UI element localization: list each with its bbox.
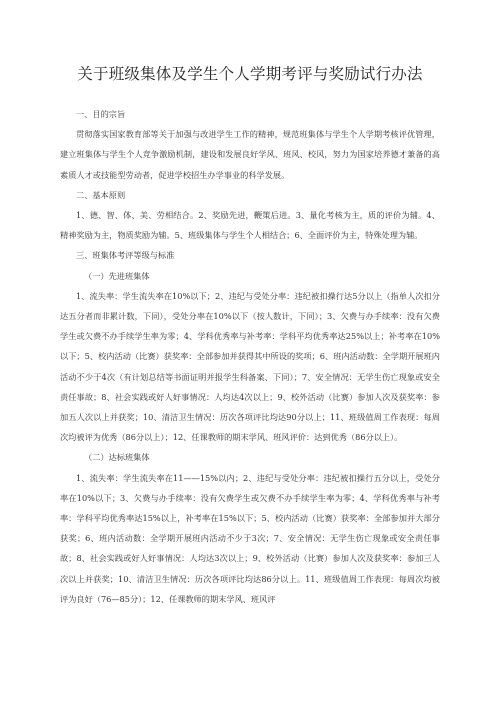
paragraph-qualified-class: 1、流失率：学生流失率在11——15%以内；2、违纪与受处分率：违纪被扣操行五分以上，受处分率在10%以下；3、欠费与办手续率：没有欠费学生或欠费不办手续学生率为零；4、学科优秀率与补考率：学科平均优秀率达15%以上，补考率在15%以下；5、校内活动（比赛）获奖率：全部参加并大部分获奖；6、班内活动数：全学期开展班内活动不少于3次；7、安全情况：无学生伤亡现象或安全责任事故；8、社会实践或好人好事情况：人均达3次以上；9、校外活动（比赛）参加人次及获奖率：参加三人次以上并获奖；10、清洁卫生情况：历次各项评比均达86分以上。11、班级值周工作表现：每周次均被评为良好（76—85分）；12、任课教师的期末学风、班风评: [60, 472, 440, 604]
document-body: [60, 104, 440, 609]
document-title: 关于班级集体及学生个人学期考评与奖励试行办法: [77, 65, 423, 83]
subsection-heading-advanced-class: （一）先进班集体: [84, 270, 150, 281]
paragraph-advanced-class: 1、流失率：学生流失率在10%以下；2、违纪与受处分率：违纪被扣操行达5分以上（指单人次扣分达五分者而非累计数，下同），受处分率在10%以下（按人数计，下同）；3、欠费与办手续率：没有欠费学生或欠费不办手续学生率为零；4、学科优秀率与补考率：学科平均优秀率达25%以上；补考率在10%以下；5、校内活动（比赛）获奖率：全部参加并获得其中所设的奖项；6、班内活动数：全学期开展班内活动不少于4次（有计划总结等书面证明并报学生科备案、下同）；7、安全情况：无学生伤亡现象或安全责任事故；8、社会实践或好人好事情况：人均达4次以上；9、校外活动（比赛）参加人次及获奖率：参加五人次以上并获奖；10、清洁卫生情况：历次各项评比均达90分以上；11、班级值周工作表现：每周次均被评为优秀（86分以上）；12、任课教师的期末学风、班风评价：达到优秀（86分以上）。: [60, 290, 440, 443]
section-heading-principles: 二、基本原则: [76, 189, 126, 200]
paragraph-purpose: 贯彻落实国家教育部等关于加强与改进学生工作的精神，规范班集体与学生个人学期考核评优管理，建立班集体与学生个人竞争激励机制，建设和发展良好学风、班风、校风，努力为国家培养德才兼备的高素质人才或技能型劳动者，促进学校招生办学事业的科学发展。: [60, 129, 440, 180]
section-heading-standards: 三、班集体考评等级与标准: [76, 250, 175, 261]
section-heading-purpose: 一、目的宗旨: [76, 109, 126, 119]
paragraph-principles: 1、德、智、体、美、劳相结合。2、奖励先进，鞭策后进。3、量化考核为主，质的评价为辅。4、精神奖励为主，物质奖励为辅。5、班级集体与学生个人相结合；6、全面评价为主，特殊处理为辅。: [60, 210, 440, 241]
subsection-heading-qualified-class: （二）达标班集体: [84, 452, 150, 463]
